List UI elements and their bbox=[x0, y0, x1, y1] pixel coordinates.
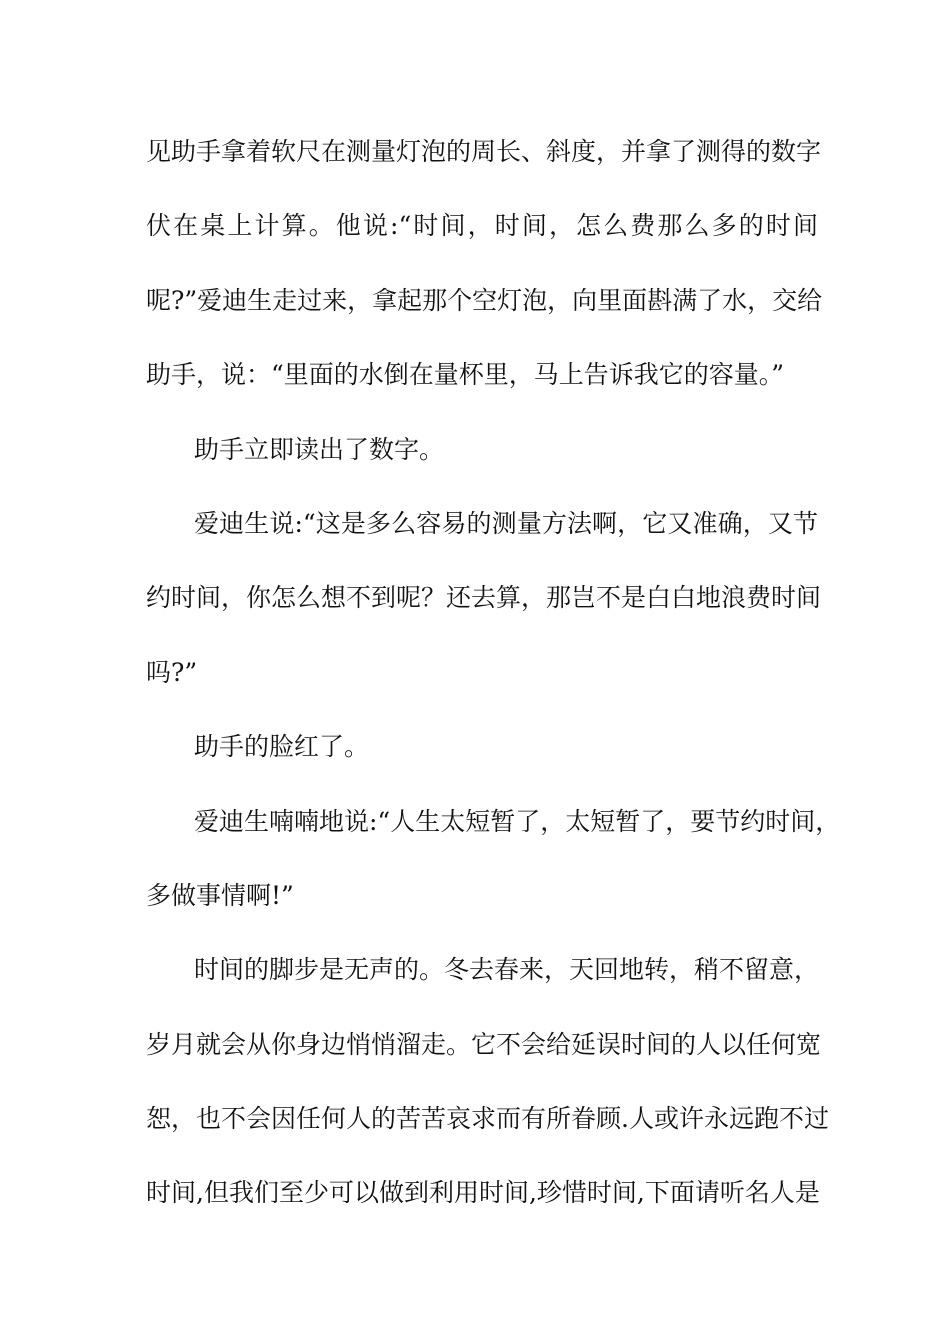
text-line: 恕，也不会因任何人的苦苦哀求而有所眷顾.人或许永远跑不过 bbox=[146, 1104, 829, 1134]
text-line: 助手，说：“里面的水倒在量杯里，马上告诉我它的容量。” bbox=[146, 360, 785, 390]
paragraph-line: 爱迪生喃喃地说:“人生太短暂了，太短暂了，要节约时间， bbox=[194, 806, 841, 836]
text-line: 呢?”爱迪生走过来，拿起那个空灯泡，向里面斟满了水，交给 bbox=[146, 285, 823, 315]
text-line: 岁月就会从你身边悄悄溜走。它不会给延误时间的人以任何宽 bbox=[146, 1029, 822, 1059]
paragraph-line: 爱迪生说:“这是多么容易的测量方法啊，它又准确，又节 bbox=[194, 508, 818, 538]
text-line: 伏在桌上计算。他说:“时间，时间，怎么费那么多的时间 bbox=[146, 211, 818, 241]
text-line: 见助手拿着软尺在测量灯泡的周长、斜度，并拿了测得的数字 bbox=[146, 137, 822, 166]
paragraph-line: 助手的脸红了。 bbox=[194, 732, 370, 762]
text-line: 约时间，你怎么想不到呢？还去算，那岂不是白白地浪费时间 bbox=[146, 583, 822, 613]
paragraph-line: 助手立即读出了数字。 bbox=[194, 434, 445, 464]
text-line: 时间,但我们至少可以做到利用时间,珍惜时间,下面请听名人是 bbox=[146, 1178, 820, 1208]
body-text bbox=[146, 132, 841, 1248]
text-line: 多做事情啊!” bbox=[146, 880, 294, 910]
text-line: 吗?” bbox=[146, 657, 198, 687]
paragraph-line: 时间的脚步是无声的。冬去春来，天回地转，稍不留意， bbox=[194, 955, 820, 985]
